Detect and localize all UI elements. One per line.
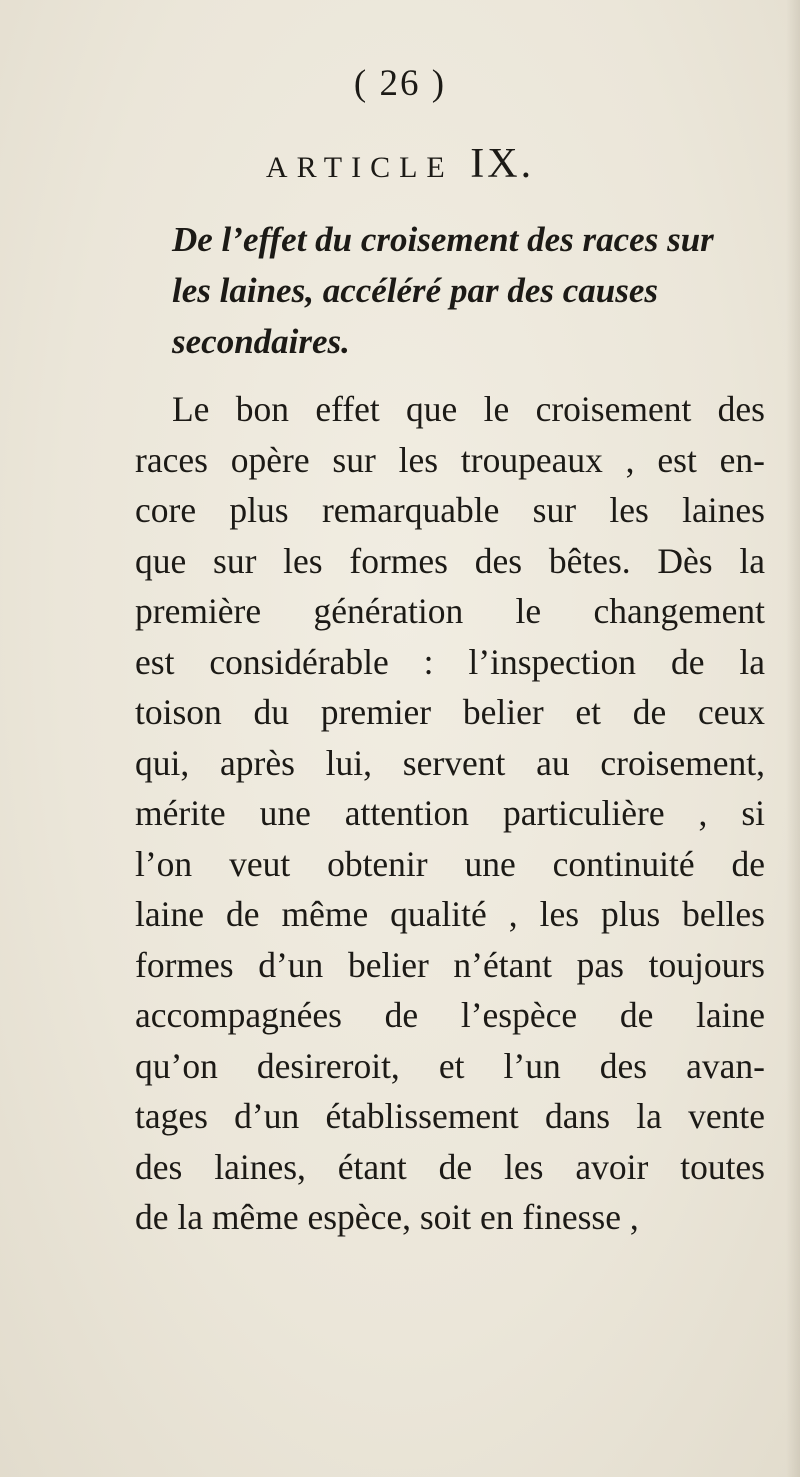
article-heading-word: ARTICLE <box>265 151 454 184</box>
body-line: core plus remarquable sur les laines <box>135 490 765 530</box>
article-heading-numeral: IX. <box>470 141 535 187</box>
body-line: formes d’un belier n’étant pas toujours <box>135 944 765 985</box>
page-edge-shadow <box>786 0 800 1477</box>
body-line: toison du premier belier et de ceux <box>135 692 765 732</box>
subtitle-line: De l’effet du croisement des races sur <box>172 220 714 259</box>
article-subtitle <box>172 214 772 367</box>
article-heading <box>0 140 800 188</box>
body-paragraph <box>135 384 765 1243</box>
subtitle-line: les laines, accéléré par des causes <box>172 271 659 310</box>
body-line: Le bon effet que le croisement des <box>172 389 765 429</box>
body-line: accompagnées de l’espèce de laine <box>135 995 765 1035</box>
body-line: première génération le changement <box>135 591 765 631</box>
body-line: que sur les formes des bêtes. Dès la <box>135 540 765 581</box>
body-line: races opère sur les troupeaux , est en- <box>135 439 765 480</box>
body-line: des laines, étant de les avoir toutes <box>135 1146 765 1187</box>
body-line: mérite une attention particulière , si <box>135 793 765 833</box>
body-line: qu’on desireroit, et l’un des avan- <box>135 1045 765 1086</box>
body-line: l’on veut obtenir une continuité de <box>135 843 765 884</box>
body-line: laine de même qualité , les plus belles <box>135 894 765 934</box>
body-line: est considérable : l’inspection de la <box>135 641 765 682</box>
body-line: qui, après lui, servent au croisement, <box>135 742 765 783</box>
body-line: de la même espèce, soit en finesse , <box>135 1197 639 1237</box>
page-number: ( 26 ) <box>353 63 447 104</box>
subtitle-line: secondaires. <box>172 322 350 361</box>
body-line: tages d’un établissement dans la vente <box>135 1096 765 1136</box>
